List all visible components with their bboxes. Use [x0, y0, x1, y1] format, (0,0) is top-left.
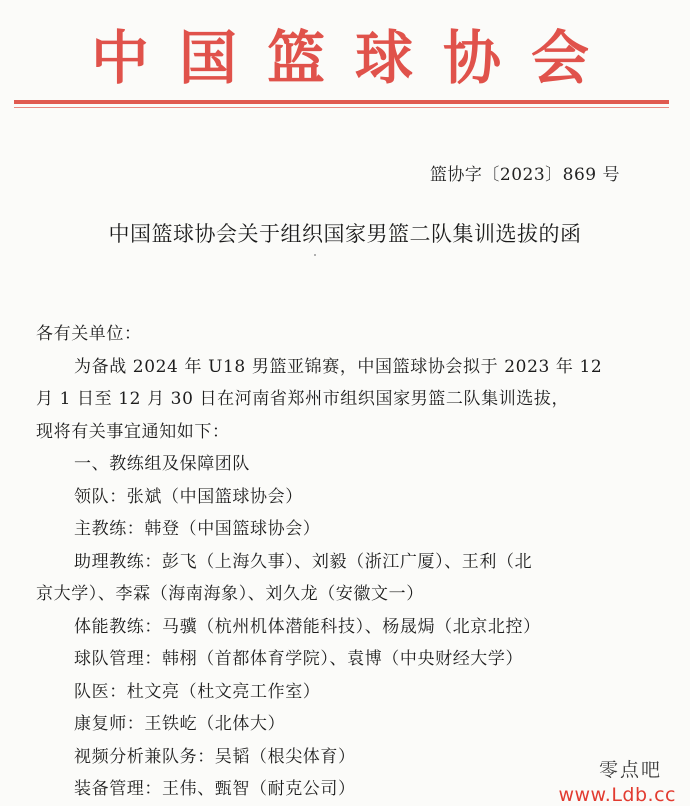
- rehab-therapist: 康复师：王铁屹（北体大）: [74, 714, 286, 734]
- intro-line-2: 月 1 日至 12 月 30 日在河南省郑州市组织国家男篮二队集训选拔，: [36, 389, 570, 409]
- watermark: [558, 755, 676, 806]
- watermark-text: 零点吧: [598, 759, 662, 781]
- section-heading: 一、教练组及保障团队: [74, 454, 250, 474]
- salutation: 各有关单位：: [36, 324, 142, 344]
- team-leader: 领队：张斌（中国篮球协会）: [74, 486, 303, 507]
- intro-line-3: 现将有关事宜通知如下：: [36, 421, 230, 442]
- intro-line-1: 为备战 2024 年 U18 男篮亚锦赛，中国篮球协会拟于 2023 年 12: [74, 356, 603, 377]
- head-coach: 主教练：韩登（中国篮球协会）: [74, 519, 321, 539]
- fitness-coaches: 体能教练：马骥（杭州机体潜能科技）、杨晟焗（北京北控）: [74, 616, 541, 637]
- team-doctor: 队医：杜文亮（杜文亮工作室）: [74, 681, 321, 702]
- video-analyst: 视频分析兼队务：吴韬（根尖体育）: [74, 746, 356, 767]
- letterhead-title: 中国篮球协会: [90, 24, 619, 92]
- assistant-coaches-line-2: 京大学）、李霖（海南海象）、刘久龙（安徽文一）: [36, 584, 424, 604]
- document-body: [36, 318, 636, 806]
- letterhead-rule-thin: [14, 107, 669, 108]
- assistant-coaches-line-1: 助理教练：彭飞（上海久事）、刘毅（浙江广厦）、王利（北: [74, 551, 533, 572]
- scan-speck: [314, 254, 316, 256]
- letterhead-rule-thick: [14, 100, 669, 104]
- equipment-managers: 装备管理：王伟、甄智（耐克公司）: [74, 779, 356, 799]
- document-number: 篮协字〔2023〕869 号: [429, 165, 620, 185]
- team-managers: 球队管理：韩栩（首都体育学院）、袁博（中央财经大学）: [74, 649, 524, 669]
- document-title: 中国篮球协会关于组织国家男篮二队集训选拔的函: [108, 222, 582, 246]
- watermark-url: www.Ldb.cc: [558, 784, 676, 806]
